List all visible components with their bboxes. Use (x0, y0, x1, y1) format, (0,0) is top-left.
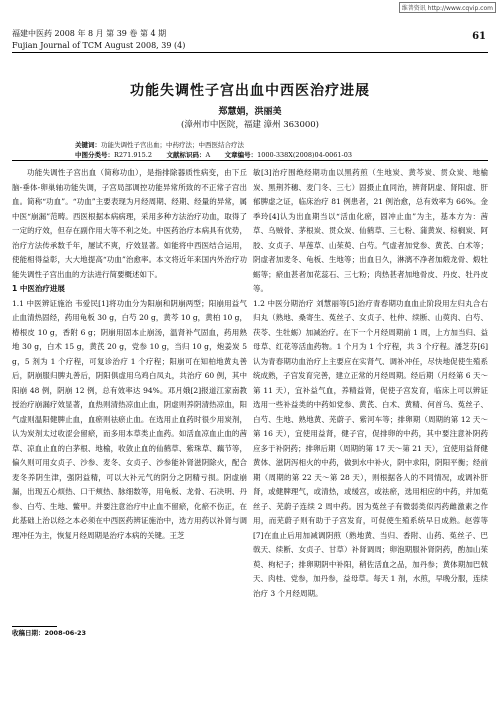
header-rule (12, 52, 488, 53)
authors: 郑慧娟，洪丽美 (218, 107, 282, 117)
journal-header (12, 28, 488, 52)
classification-line (75, 150, 470, 160)
subsection-paragraph: 1.2 中医分期治疗 刘慧丽等[5]治疗青春期功血血止阶段用左归丸合右归丸（熟地、桑寄生、菟丝子、女贞子、杜仲、续断、山萸肉、白芍、茯苓、生牡蛎）加减治疗。在下一个月经周期前 1 周，上方加当归、益母草、红花等活血药物。1 个月为 1 个疗程，共 3 个疗程。潘芝芬[6]认为青春期功血治疗上主要应在实肾气、调补冲任，尽快地促使生殖系统成熟，子宫发育完善，建立正常的月经周期。经后期（月经第 6 天～第 11 天），宜补益气血，养精益肾，促使子宫发育，临床上可以辨证选用一些补益类的中药如党参、黄芪、白术、黄精、何首乌、菟丝子、白芍、生地、熟地黄、芜蔚子、紫河车等；排卵期（周期的第 12 天～第 16 天），宜使用益肾，健子宫，促排卵的中药，其中要注意补阴药应多于补阴药；排卵后期（周期的第 17 天～第 21 天），宜使用益肾健黄体、滋阴泻相火的中药，做到水中补火，阴中求阳，阴阳平衡；经前期（周期的第 22 天～第 28 天），则根据各人的不同情况，或调补肝肾，或健脾理气，或清热，或缓宫，或祛瘀，选用相应的中药，并加菟丝子、芜蔚子连续 2 周中药。因为菟丝子有微弱类似丙药雌激素之作用，而芜蔚子则有助于子宫发育，可促使生殖系统早日成熟。赵蓉等[7]在血止后用加减调阴煎（熟地黄、当归、香附、山药、菟丝子、巴戟天、续断、女贞子、甘草）补肾调周；卵泡期服补肾阴药，酌加山茱萸、枸杞子；排卵期阴中补阳，稍佐活血之品，加丹参；黄体期加巴戟天、肉桂、党参，加丹参，益母草。每天 1 剂，水煎，早晚分服，连续治疗 3 个月经周期。 (253, 298, 488, 598)
page-number: 61 (472, 31, 486, 42)
clc-value: R271.915.2 (114, 151, 152, 159)
article-title: 功能失调性子宫出血中西医治疗进展 (130, 83, 370, 99)
keywords-line (75, 140, 470, 150)
header-cn: 福建中医药 2008 年 8 月 第 39 卷 第 4 期 (12, 29, 167, 38)
intro-paragraph: 功能失调性子宫出血（简称功血），是指排除器质性病变，由下丘脑-垂体-卵巢轴功能失调，子宫局部调控功能异常所致的不正常子宫出血。简称“功血”。“功血”主要表现为月经周期、经期、经量的异常，属中医“崩漏”范畴。西医根据本病病理，采用多种方法治疗功血，取得了一定的疗效，但存在副作用大等不利之处。中医药治疗本病具有优势，治疗方法传承数千年，屡试不爽，疗效显著。如能将中西医结合运用，使能相得益彰，大大地提高“功血”治愈率。本文将近年来国内外治疗功能失调性子宫出血的方法进行简要概述如下。 (12, 168, 247, 279)
keywords-label: 关键词： (75, 141, 101, 149)
affiliation: (漳州市中医院，福建 漳州 363000) (181, 120, 319, 130)
received-rule (12, 626, 57, 627)
doc-code-value: A (205, 151, 211, 159)
article-number-label: 文章编号： (224, 151, 258, 159)
subsection-paragraph: 1.1 中医辨证施治 韦爱民[1]将功血分为阳崩和阴崩两型；阳崩用益气止血清热固经，药用龟板 30 g，白芍 20 g，黄芩 10 g，黄柏 10 g，椿根皮 10 g，香附 6 g；阴崩用固本止崩汤，温肾补气固血，药用熟地 30 g，白术 15 g，黄芪 20 g，党参 10 g，当归 10 g，炮姜炭 5 g，5 剂为 1 个疗程，可复诊治疗 1 个疗程；阳崩可在知柏地黄丸善后，阴崩服归脾丸善后，阴阳俱虚用乌鸡白凤丸，共治疗 60 例，其中阳崩 48 例，阴崩 12 例，总有效率达 94%。邓月娥[2]报道江家南教授治疗崩漏疗效显著，血热则清热凉血止血，阴虚则养阴清热凉血，阳气虚则温阳健脾止血，血瘀则祛瘀止血。在选用止血药时很少用炭剂，认为炭剂太过收涩会留瘀，而多用本草类止血药。如活血凉血止血的茜草、凉血止血的白茅根、地榆，收敛止血的仙鹤草、紫珠草、藕节等，偏久则可用女贞子、沙参、麦冬、女贞子、沙参能补肾滋阴除火，配合麦冬养阴生津，强阴益精，可以大补元气的阴分之阴精亏损。阴虚崩漏，出现五心烦热、口干颊热、脉细数等，用龟板、龙骨、石决明、丹参、白芍、生地、鳖甲。并要注意治疗中止血不留瘀，化瘀不伤正，在此基础上治以经之本必须在中西医药辨证施治中，选方用药以补肾与调理冲任为主，恢复月经周期是治疗本病的关键。王芝 (12, 298, 247, 540)
left-column (12, 166, 247, 543)
clc-label: 中图分类号： (75, 151, 114, 159)
keywords-block (75, 140, 470, 160)
body-paragraph: 敏[3]治疗围绝经期功血以黑药煎（生地炭、黄芩炭、贯众炭、地榆炭、黑荆芥穗、麦门冬、三七）固摄止血同治，辨肾阴虚、肾阳虚、肝郁脾虚之证，临床治疗 81 例患者，21 例治愈，总有效率为 66%。金季玲[4]认为出血期当以“活血化瘀，固冲止血”为主，基本方为：茜草、乌贼骨、茅根炭、贯众炭、仙鹤草、三七粉、蒲黄炭、棕榈炭、阿胶、女贞子、旱莲草、山茱萸、白芍。气虚者加党参、黄芪、白术等；阴虚者加麦冬、龟板、生地等；出血日久，淋漓不净者加煅龙骨、煅牡蛎等；瘀血甚者加花蕊石、三七粉；肉热甚者加地骨皮、丹皮、牡丹皮等。 (253, 168, 488, 293)
header-en: Fujian Journal of TCM August 2008, 39 (4) (12, 41, 186, 50)
received-date: 收稿日期：2008-06-23 (12, 629, 87, 637)
section-heading: 1 中医治疗进展 (12, 284, 65, 293)
article-number-value: 1000-338X(2008)04-0061-03 (257, 151, 352, 159)
meta-rule (12, 160, 488, 161)
right-column (253, 166, 488, 601)
doc-code-label: 文献标识码： (166, 151, 206, 159)
keywords-text: 功能失调性子宫出血；中药疗法；中西医结合疗法 (101, 141, 244, 149)
watermark: 维普资讯 http://www.cqvip.com (399, 2, 496, 13)
